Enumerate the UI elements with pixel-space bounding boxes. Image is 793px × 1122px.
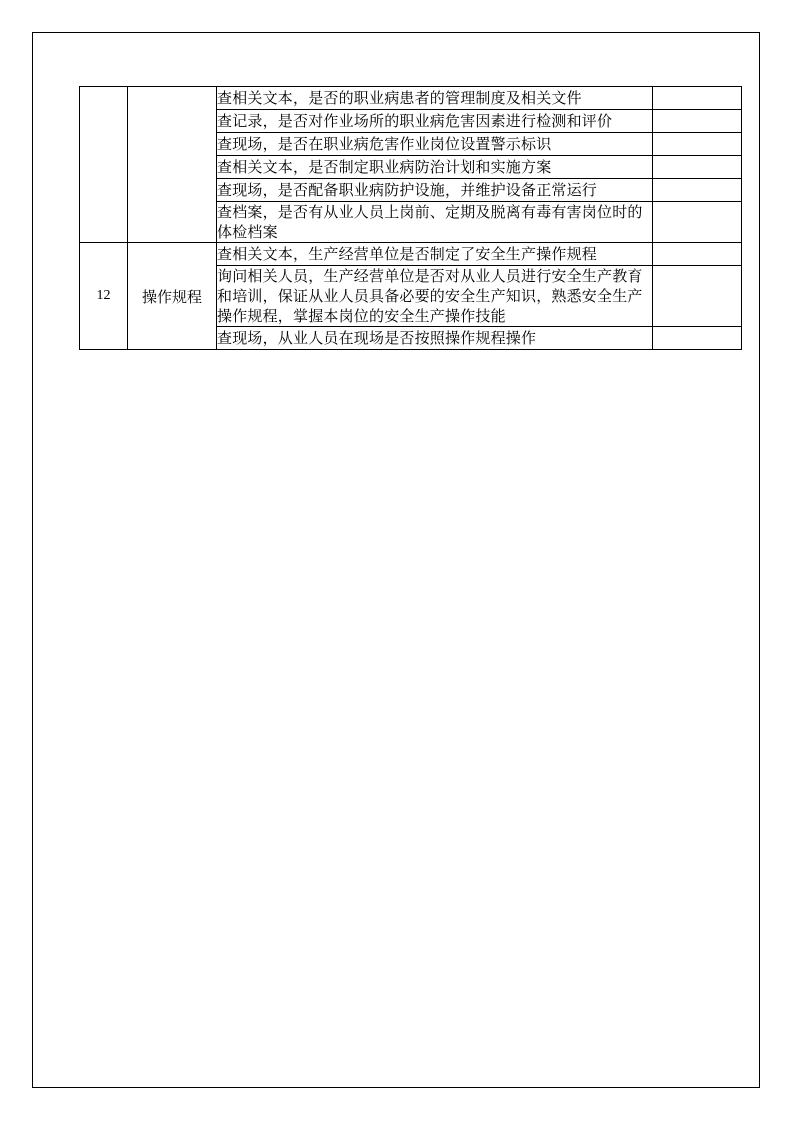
number-cell-continued <box>80 87 128 243</box>
item-cell-continued <box>128 87 217 243</box>
result-cell[interactable] <box>653 156 742 179</box>
result-cell[interactable] <box>653 87 742 110</box>
item-name: 操作规程 <box>128 243 217 350</box>
result-cell[interactable] <box>653 327 742 350</box>
check-content-cell: 查相关文本，生产经营单位是否制定了安全生产操作规程 <box>217 243 653 266</box>
result-cell[interactable] <box>653 179 742 202</box>
check-content-cell: 查现场，是否在职业病危害作业岗位设置警示标识 <box>217 133 653 156</box>
check-content-cell: 查记录，是否对作业场所的职业病危害因素进行检测和评价 <box>217 110 653 133</box>
table-row <box>80 87 742 110</box>
check-content-cell: 查相关文本，是否的职业病患者的管理制度及相关文件 <box>217 87 653 110</box>
check-content-cell: 询问相关人员，生产经营单位是否对从业人员进行安全生产教育和培训，保证从业人员具备必要的安全生产知识，熟悉安全生产操作规程，掌握本岗位的安全生产操作技能 <box>217 266 653 327</box>
inspection-table <box>79 86 742 350</box>
item-number: 12 <box>80 243 128 350</box>
result-cell[interactable] <box>653 110 742 133</box>
result-cell[interactable] <box>653 243 742 266</box>
table-row <box>80 243 742 266</box>
check-content-cell: 查现场，从业人员在现场是否按照操作规程操作 <box>217 327 653 350</box>
check-content-cell: 查相关文本，是否制定职业病防治计划和实施方案 <box>217 156 653 179</box>
check-content-cell: 查档案，是否有从业人员上岗前、定期及脱离有毒有害岗位时的体检档案 <box>217 202 653 243</box>
result-cell[interactable] <box>653 266 742 327</box>
check-content-cell: 查现场，是否配备职业病防护设施，并维护设备正常运行 <box>217 179 653 202</box>
result-cell[interactable] <box>653 202 742 243</box>
result-cell[interactable] <box>653 133 742 156</box>
